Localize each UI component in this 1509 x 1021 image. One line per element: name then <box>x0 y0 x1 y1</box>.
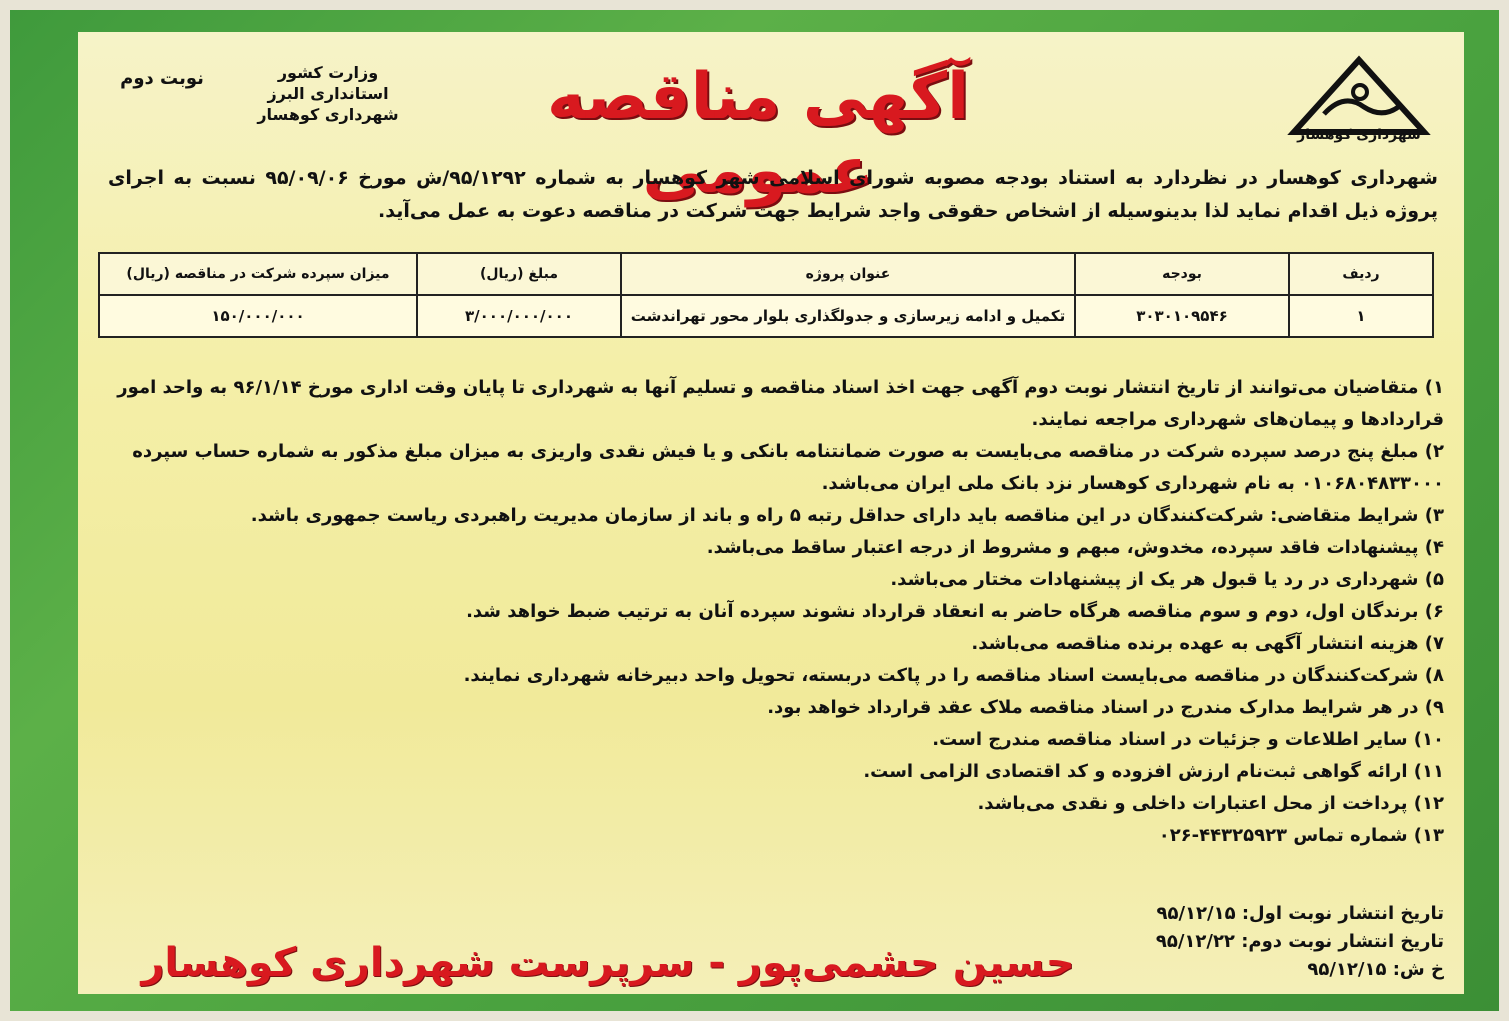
list-item: ۹) در هر شرایط مدارک مندرج در اسناد مناقصه ملاک عقد قرارداد خواهد بود. <box>767 697 1444 718</box>
list-item: ۳) شرایط متقاضی: شرکت‌کنندگان در این مناقصه باید دارای حداقل رتبه ۵ راه و باند از سازمان مدیریت راهبردی ریاست جمهوری باشد. <box>250 505 1444 526</box>
list-item: ۱۰) سایر اطلاعات و جزئیات در اسناد مناقصه مندرج است. <box>932 729 1444 750</box>
round-label: نوبت دوم <box>120 68 204 89</box>
date-line: تاریخ انتشار نوبت اول: ۹۵/۱۲/۱۵ <box>1156 903 1444 924</box>
signature: حسین حشمی‌پور - سرپرست شهرداری کوهسار <box>141 940 1075 986</box>
conditions-list <box>98 372 1444 852</box>
ministry-block <box>238 62 418 125</box>
list-item: ۱) متقاضیان می‌توانند از تاریخ انتشار نوبت دوم آگهی جهت اخذ اسناد مناقصه و تسلیم آنها به شهرداری تا پایان وقت اداری مورخ ۹۶/۱/۱۴ به واحد امور قراردادها و پیمان‌های شهرداری مراجعه نمایند. <box>117 377 1444 430</box>
table-cell: ۳/۰۰۰/۰۰۰/۰۰۰ <box>417 295 621 337</box>
column-header: مبلغ (ریال) <box>417 253 621 295</box>
column-header: میزان سپرده شرکت در مناقصه (ریال) <box>99 253 417 295</box>
column-header: عنوان پروژه <box>621 253 1075 295</box>
logo-text: شهرداری کوهسار <box>1297 127 1421 143</box>
list-item: ۶) برندگان اول، دوم و سوم مناقصه هرگاه حاضر به انعقاد قرارداد نشوند سپرده آنان به ترتیب ضبط خواهد شد. <box>466 601 1444 622</box>
list-item: ۸) شرکت‌کنندگان در مناقصه می‌بایست اسناد مناقصه را در پاکت دربسته، تحویل واحد دبیرخانه شهرداری نمایند. <box>463 665 1444 686</box>
column-header: ردیف <box>1289 253 1433 295</box>
table-cell: ۱۵۰/۰۰۰/۰۰۰ <box>99 295 417 337</box>
table-cell: ۳۰۳۰۱۰۹۵۴۶ <box>1075 295 1289 337</box>
date-line: تاریخ انتشار نوبت دوم: ۹۵/۱۲/۲۲ <box>1155 931 1444 952</box>
table-cell: ۱ <box>1289 295 1433 337</box>
list-item: ۱۳) شماره تماس ۴۴۳۲۵۹۲۳-۰۲۶ <box>1158 825 1444 846</box>
table-row <box>99 295 1433 337</box>
column-header: بودجه <box>1075 253 1289 295</box>
table-header-row <box>99 253 1433 295</box>
list-item: ۷) هزینه انتشار آگهی به عهده برنده مناقصه می‌باشد. <box>971 633 1444 654</box>
ministry-line: استانداری البرز <box>267 84 389 103</box>
ministry-line: وزارت کشور <box>277 63 379 82</box>
notice-paper <box>78 32 1464 994</box>
table-cell: تکمیل و ادامه زیرسازی و جدولگذاری بلوار محور تهراندشت <box>621 295 1075 337</box>
notice-title: آگهی مناقصه عمومی <box>547 60 969 208</box>
green-frame <box>10 10 1499 1011</box>
list-item: ۱۱) ارائه گواهی ثبت‌نام ارزش افزوده و کد اقتصادی الزامی است. <box>863 761 1444 782</box>
list-item: ۱۲) پرداخت از محل اعتبارات داخلی و نقدی می‌باشد. <box>977 793 1444 814</box>
list-item: ۲) مبلغ پنج درصد سپرده شرکت در مناقصه می‌بایست به صورت ضمانتنامه بانکی و یا فیش نقدی واریزی به میزان مبلغ مذکور به شماره حساب سپرده ۰۱۰۶۸۰۴۸۳۳۰۰۰ به نام شهرداری کوهسار نزد بانک ملی ایران می‌باشد. <box>132 441 1444 494</box>
ministry-line: شهرداری کوهسار <box>257 105 399 124</box>
list-item: ۵) شهرداری در رد یا قبول هر یک از پیشنهادات مختار می‌باشد. <box>890 569 1444 590</box>
project-table <box>98 252 1434 338</box>
date-line: خ ش: ۹۵/۱۲/۱۵ <box>1307 959 1444 980</box>
list-item: ۴) پیشنهادات فاقد سپرده، مخدوش، مبهم و مشروط از درجه اعتبار ساقط می‌باشد. <box>706 537 1444 558</box>
intro-paragraph: شهرداری کوهسار در نظردارد به استناد بودجه مصوبه شورای اسلامی شهر کوهسار به شماره ۹۵/۱۲۹۲/ش مورخ ۹۵/۰۹/۰۶ نسبت به اجرای پروژه ذیل اقدام نماید لذا بدینوسیله از اشخاص حقوقی واجد شرایط جهت شرکت در مناقصه دعوت به عمل می‌آید. <box>108 167 1438 222</box>
